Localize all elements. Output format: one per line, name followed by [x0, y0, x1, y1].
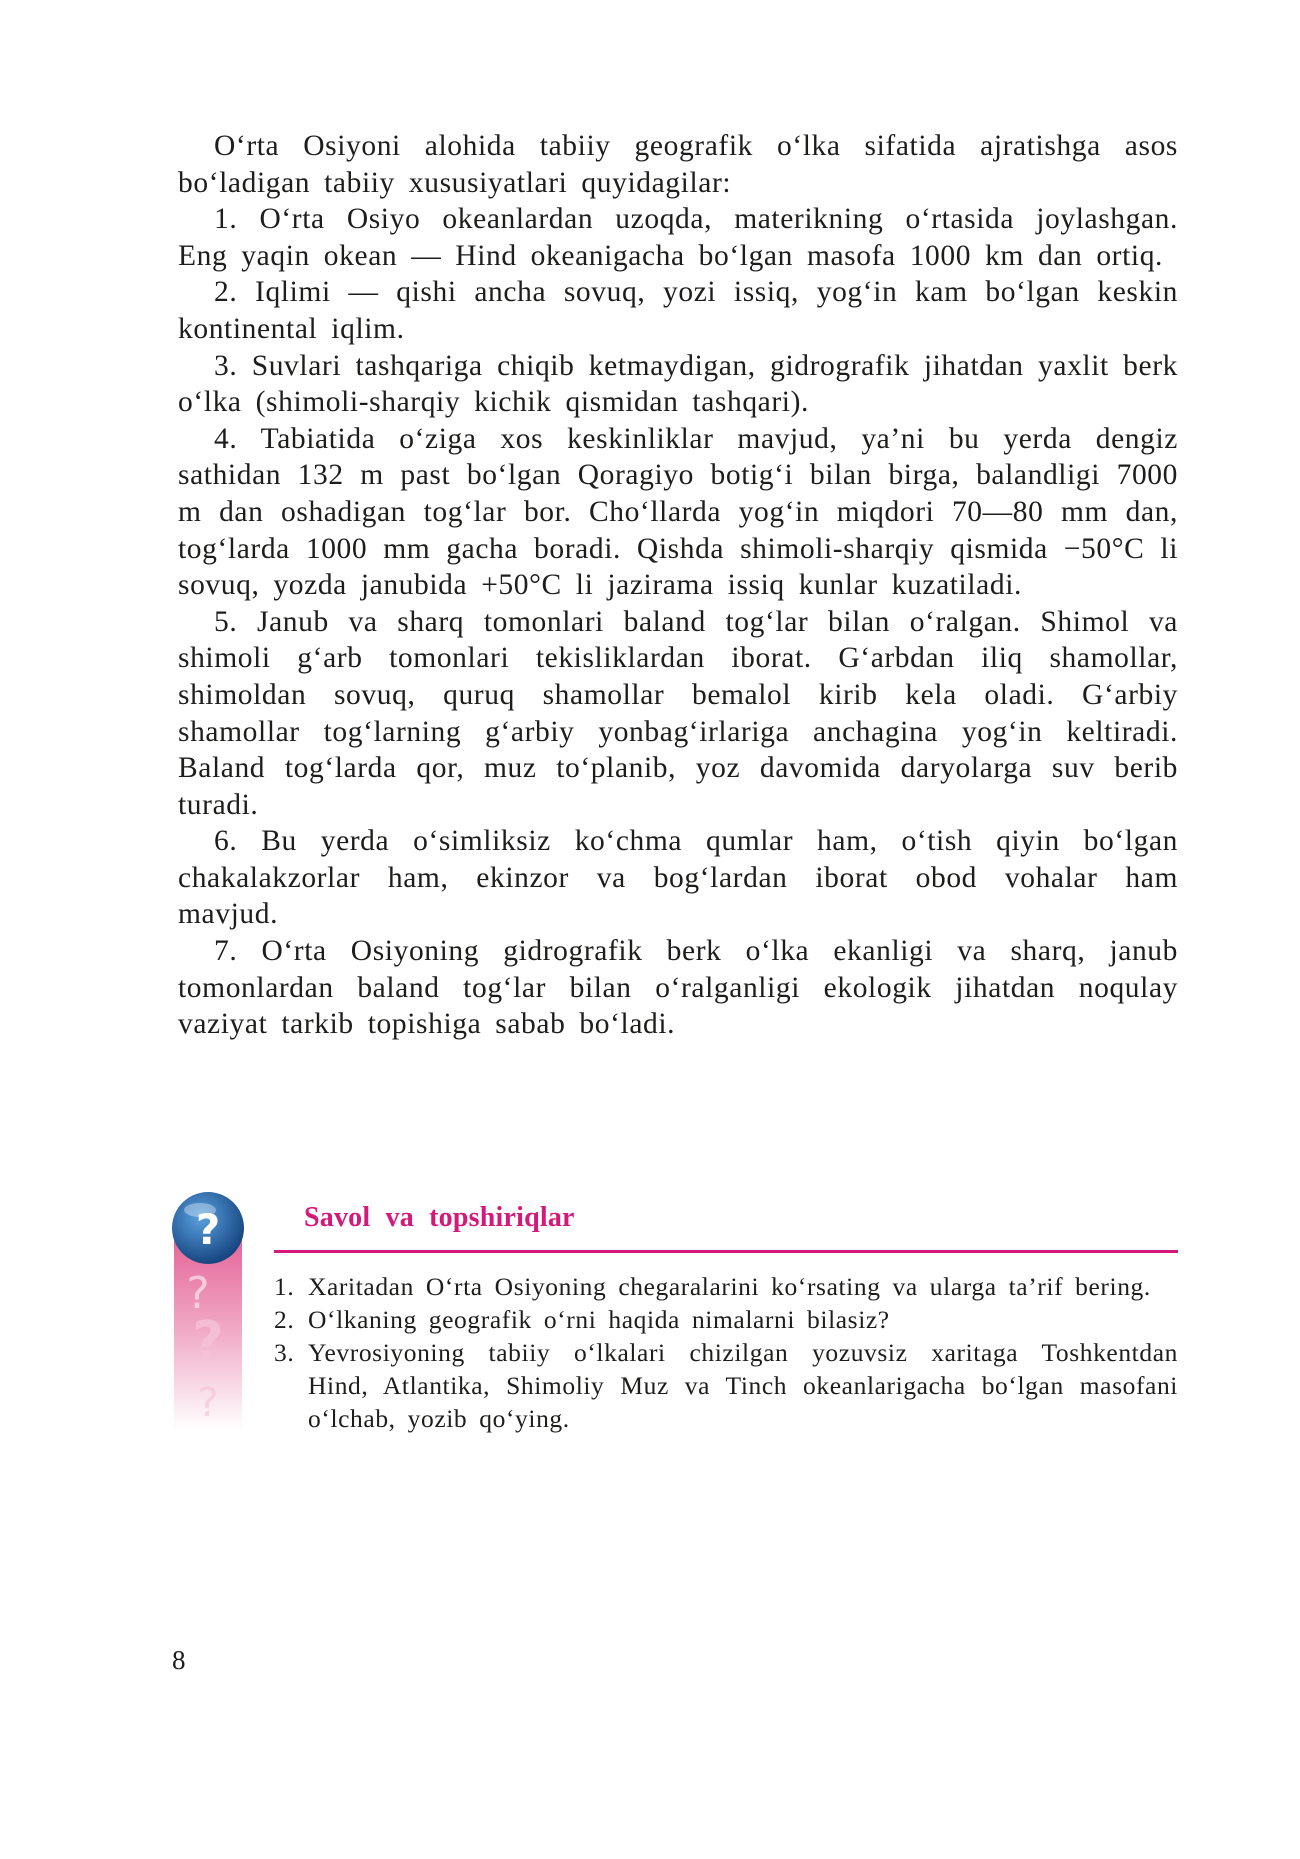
list-item [274, 1270, 1178, 1303]
intro-paragraph: O‘rta Osiyoni alohida tabiiy geografik o‘lka sifatida ajratishga asos bo‘ladigan tabiiy xususiyatlari quyidagilar: [178, 130, 1178, 199]
section-divider [274, 1250, 1178, 1253]
question-number: 3. [274, 1338, 295, 1367]
question-number: 2. [274, 1305, 295, 1334]
feature-paragraph-3: 3. Suvlari tashqariga chiqib ketmaydigan, gidrografik jihatdan yaxlit berk o‘lka (shimoli-sharqiy kichik qismidan tashqari). [178, 349, 1178, 419]
questions-list [274, 1270, 1178, 1435]
page-number: 8 [172, 1645, 186, 1675]
question-text: O‘lkaning geografik o‘rni haqida nimalarni bilasiz? [308, 1305, 890, 1334]
question-marks-icon [170, 1190, 248, 1430]
question-text: Yevrosiyoning tabiiy o‘lkalari chizilgan yozuvsiz xaritaga Toshkentdan Hind, Atlantika, Shimoliy Muz va Tinch okeanlarigacha bo‘lgan masofani o‘lchab, yozib qo‘ying. [308, 1338, 1178, 1433]
main-text [178, 128, 1178, 1043]
svg-text:?: ? [195, 1205, 221, 1254]
section-title: Savol va topshiriqlar [304, 1202, 575, 1233]
feature-paragraph-4: 4. Tabiatida o‘ziga xos keskinliklar mavjud, ya’ni bu yerda dengiz sathidan 132 m past bo‘lgan Qoragiyo botig‘i bilan birga, balandligi 7000 m dan oshadigan tog‘lar bor. Cho‘llarda yog‘in miqdori 70—80 mm dan, tog‘larda 1000 mm gacha boradi. Qishda shimoli-sharqiy qismida −50°C li sovuq, yozda janubida +50°C li jazirama issiq kunlar kuzatiladi. [178, 422, 1178, 602]
feature-paragraph-5: 5. Janub va sharq tomonlari baland tog‘lar bilan o‘ralgan. Shimol va shimoli g‘arb tomonlari tekisliklardan iborat. G‘arbdan iliq shamollar, shimoldan sovuq, quruq shamollar bemalol kirib kela oladi. G‘arbiy shamollar tog‘larning g‘arbiy yonbag‘irlariga anchagina yog‘in keltiradi. Baland tog‘larda qor, muz to‘planib, yoz davomida daryolarga suv berib turadi. [178, 605, 1178, 821]
svg-text:?: ? [192, 1310, 224, 1373]
feature-paragraph-1: 1. O‘rta Osiyo okeanlardan uzoqda, materikning o‘rtasida joylashgan. Eng yaqin okean — Hind okeanigacha bo‘lgan masofa 1000 km dan ortiq. [178, 203, 1178, 272]
feature-paragraph-7: 7. O‘rta Osiyoning gidrografik berk o‘lka ekanligi va sharq, janub tomonlardan baland tog‘lar bilan o‘ralganligi ekologik jihatdan noqulay vaziyat tarkib topishiga sabab bo‘ladi. [178, 935, 1178, 1041]
feature-paragraph-2: 2. Iqlimi — qishi ancha sovuq, yozi issiq, yog‘in kam bo‘lgan keskin kontinental iqlim. [178, 276, 1178, 345]
list-item [274, 1303, 1178, 1336]
feature-paragraph-6: 6. Bu yerda o‘simliksiz ko‘chma qumlar ham, o‘tish qiyin bo‘lgan chakalakzorlar ham, ekinzor va bog‘lardan iborat obod vohalar ham mavjud. [178, 825, 1178, 931]
question-text: Xaritadan O‘rta Osiyoning chegaralarini ko‘rsating va ularga ta’rif bering. [308, 1272, 1151, 1301]
svg-text:?: ? [186, 1268, 210, 1319]
question-number: 1. [274, 1272, 295, 1301]
svg-text:?: ? [197, 1380, 219, 1426]
list-item [274, 1336, 1178, 1435]
